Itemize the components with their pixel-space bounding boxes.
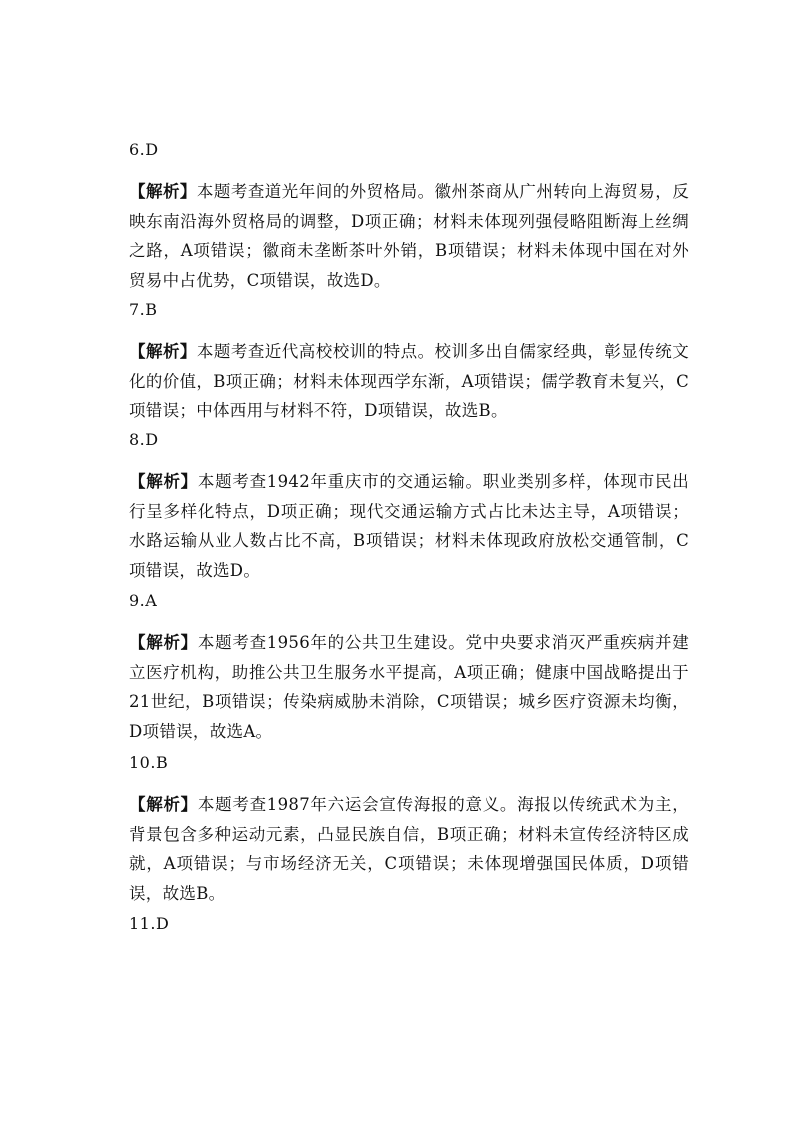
analysis-text: 本题考查近代高校校训的特点。校训多出自儒家经典，彰显传统文化的价值，B项正确；材料未体现西学东渐，A项错误；儒学教育未复兴，C项错误；中体西用与材料不符，D项错误，故选B。 [129, 342, 690, 420]
question-number: 10.B [129, 753, 169, 772]
analysis-tag: 【解析】 [129, 633, 198, 652]
analysis-text: 本题考查1942年重庆市的交通运输。职业类别多样，体现市民出行呈多样化特点，D项正确；现代交通运输方式占比未达主导，A项错误；水路运输从业人数占比不高，B项错误；材料未体现政府放松交通管制，C项错误，故选D。 [129, 472, 689, 580]
answer-analysis [129, 177, 689, 295]
answer-analysis [129, 790, 689, 908]
analysis-text: 本题考查道光年间的外贸格局。徽州茶商从广州转向上海贸易，反映东南沿海外贸格局的调整，D项正确；材料未体现列强侵略阻断海上丝绸之路，A项错误；徽商未垄断茶叶外销，B项错误；材料未体现中国在对外贸易中占优势，C项错误，故选D。 [129, 182, 690, 290]
analysis-tag: 【解析】 [129, 342, 197, 361]
question-number: 7.B [129, 300, 158, 319]
answer-analysis [129, 337, 689, 426]
question-number: 8.D [129, 430, 159, 449]
analysis-text: 本题考查1956年的公共卫生建设。党中央要求消灭严重疾病并建立医疗机构，助推公共卫生服务水平提高，A项正确；健康中国战略提出于21世纪，B项错误；传染病威胁未消除，C项错误；城乡医疗资源未均衡，D项错误，故选A。 [129, 633, 689, 741]
question-number: 11.D [129, 914, 170, 933]
answer-block-6 [129, 137, 689, 295]
answer-block-11 [129, 911, 689, 937]
question-number: 6.D [129, 140, 159, 159]
analysis-tag: 【解析】 [129, 472, 198, 491]
answer-block-8 [129, 427, 689, 585]
answer-analysis [129, 467, 689, 585]
analysis-tag: 【解析】 [129, 795, 198, 814]
answer-block-7 [129, 297, 689, 426]
analysis-text: 本题考查1987年六运会宣传海报的意义。海报以传统武术为主，背景包含多种运动元素，凸显民族自信，B项正确；材料未宣传经济特区成就，A项错误；与市场经济无关，C项错误；未体现增强国民体质，D项错误，故选B。 [129, 795, 689, 903]
answer-analysis [129, 628, 689, 746]
answer-block-10 [129, 750, 689, 908]
answer-block-9 [129, 588, 689, 746]
question-number: 9.A [129, 591, 158, 610]
analysis-tag: 【解析】 [129, 182, 197, 201]
